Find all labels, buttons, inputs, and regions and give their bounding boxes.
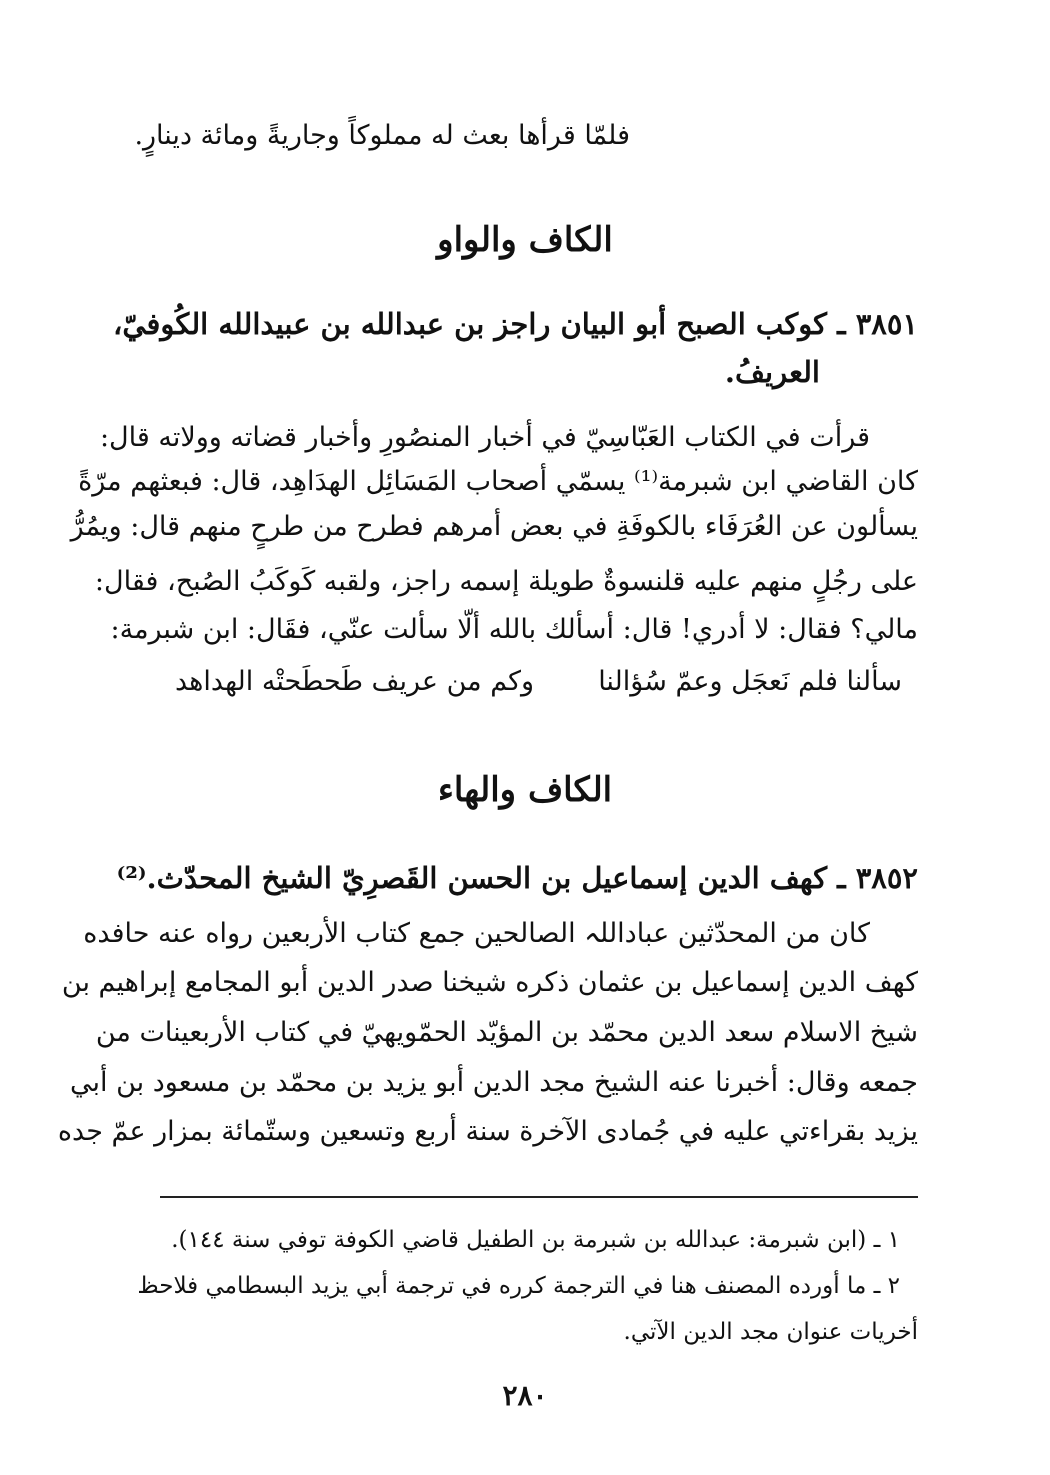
entry-3852-title: ٣٨٥٢ ـ كهف الدين إسماعيل بن الحسن القَصرِيّ الشيخ المحدّث.⁽²⁾ xyxy=(116,861,918,895)
entry-3852-text-line: كان من المحدّثين عباداللہ الصالحين جمع كتاب الأربعين رواه عنه حافده xyxy=(83,918,870,949)
entry-3851-text-line: قرأت في الكتاب العَبّاسِيّ في أخبار المنصُورِ وأخبار قضاته وولاته قال: xyxy=(99,422,870,453)
entry-3851-title-cont: العريفُ. xyxy=(724,355,820,389)
section-heading-kaf-ha: الكاف والهاء xyxy=(437,770,613,810)
verse-hemistich-first: سألنا فلم نَعجَل وعمّ سُؤالنا xyxy=(598,666,902,697)
footnote-2-cont: أخريات عنوان مجد الدين الآتي. xyxy=(623,1319,918,1345)
poem-verse xyxy=(175,664,902,700)
entry-3851-text-line: على رجُلٍ منهم عليه قلنسوةٌ طويلة إسمه راجز، ولقبه كَوكَبُ الصُبح، فقال: xyxy=(94,566,918,597)
entry-3852-text-line: كهف الدين إسماعيل بن عثمان ذكره شيخنا صدر الدين أبو المجامع إبراهيم بن xyxy=(61,967,918,998)
footnote-2: ٢ ـ ما أورده المصنف هنا في الترجمة كرره في ترجمة أبي يزيد البسطامي فلاحظ xyxy=(137,1273,900,1299)
entry-3851-text-line: كان القاضي ابن شبرمة⁽¹⁾ يسمّي أصحاب المَسَائِل الهدَاهِد، قال: فبعثهم مرّةً xyxy=(78,466,918,497)
footnote-1: ١ ـ (ابن شبرمة: عبدالله بن شبرمة بن الطفيل قاضي الكوفة توفي سنة ١٤٤). xyxy=(171,1227,900,1253)
section-heading-kaf-waw: الكاف والواو xyxy=(437,220,613,260)
continuation-line: فلمّا قرأها بعث له مملوكاً وجاريةً ومائة دينارٍ. xyxy=(134,120,630,151)
entry-3852-text-line: يزيد بقراءتي عليه في جُمادى الآخرة سنة أربع وتسعين وستّمائة بمزار عمّ جده xyxy=(57,1116,918,1147)
entry-3851-text-line: مالي؟ فقال: لا أدري! قال: أسألك بالله ألّا سألت عنّي، فقَال: ابن شبرمة: xyxy=(110,614,918,645)
entry-3852-text-line: شيخ الاسلام سعد الدين محمّد بن المؤيّد الحمّويهيّ في كتاب الأربعينات من xyxy=(95,1017,918,1048)
page-number: ٢٨٠ xyxy=(502,1379,548,1412)
entry-3852-text-line: جمعه وقال: أخبرنا عنه الشيخ مجد الدين أبو يزيد بن محمّد بن مسعود بن أبي xyxy=(70,1067,918,1098)
footnote-separator xyxy=(160,1196,918,1198)
verse-hemistich-second: وكم من عريف طَحطَحتْه الهداهد xyxy=(175,666,535,697)
entry-3851-text-line: يسألون عن العُرَفَاء بالكوفَةِ في بعض أمرهم فطرح من طرحٍ منهم قال: ويمُرُّ xyxy=(70,511,918,542)
entry-3851-title: ٣٨٥١ ـ كوكب الصبح أبو البيان راجز بن عبدالله بن عبيدالله الكُوفيّ، xyxy=(112,307,918,341)
